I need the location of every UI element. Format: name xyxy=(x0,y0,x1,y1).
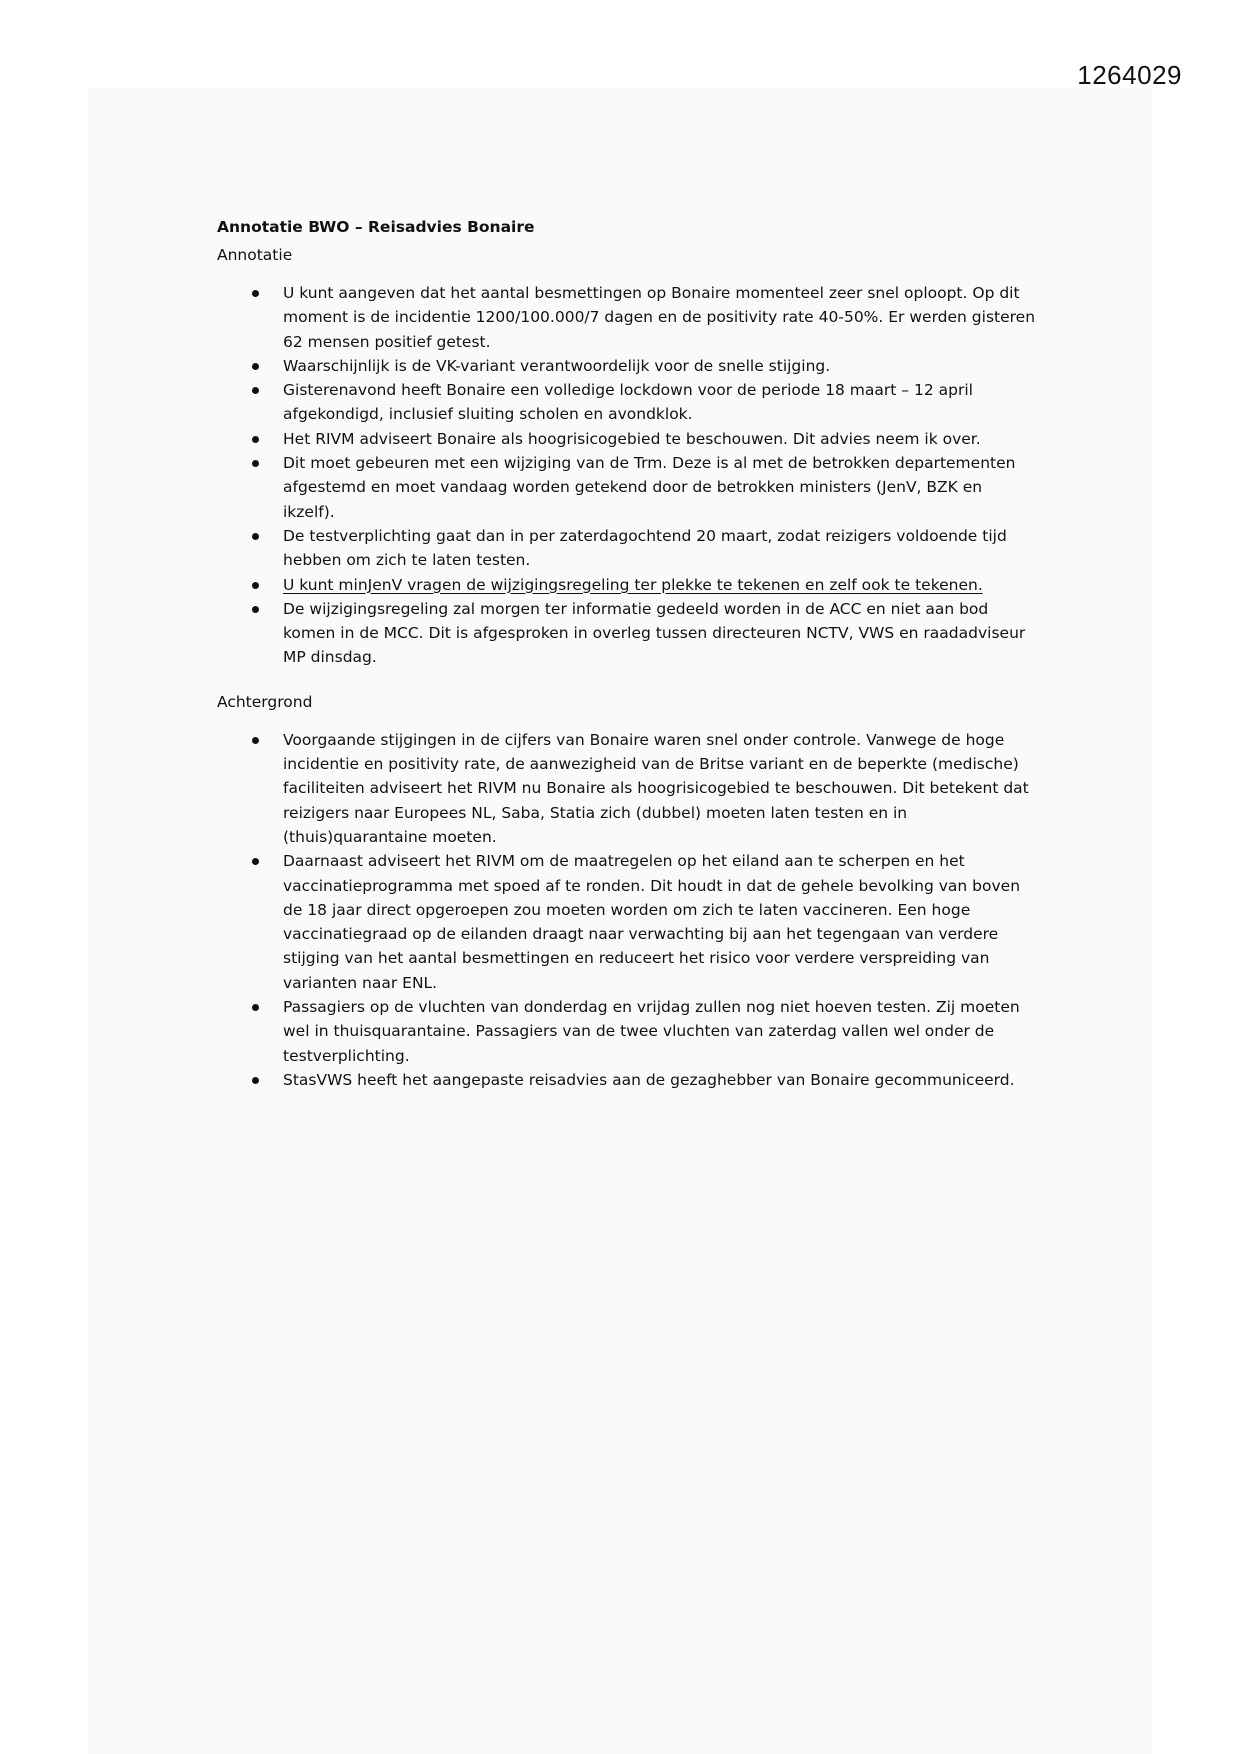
bullet-icon xyxy=(252,582,259,589)
list-item xyxy=(217,378,1037,427)
document-body xyxy=(217,214,1037,1092)
document-id: 1264029 xyxy=(1077,60,1182,90)
achtergrond-list xyxy=(217,728,1037,1092)
list-item-text: U kunt aangeven dat het aantal besmettingen op Bonaire momenteel zeer snel oploopt. Op dit moment is de incidentie 1200/100.000/7 dagen en de positivity rate 40-50%. Er werden gisteren 62 mensen positief getest. xyxy=(283,284,1036,351)
bullet-icon xyxy=(252,460,259,467)
list-item-text: Daarnaast adviseert het RIVM om de maatregelen op het eiland aan te scherpen en het vaccinatieprogramma met spoed af te ronden. Dit houdt in dat de gehele bevolking van boven de 18 jaar direct opgeroepen zou moeten worden om zich te laten vaccineren. Een hoge vaccinatiegraad op de eilanden draagt naar verwachting bij aan het tegengaan van verdere stijging van het aantal besmettingen en reduceert het risico voor verdere verspreiding van varianten naar ENL. xyxy=(283,852,1021,992)
list-item xyxy=(217,995,1037,1068)
list-item-text: De wijzigingsregeling zal morgen ter informatie gedeeld worden in de ACC en niet aan bod komen in de MCC. Dit is afgesproken in overleg tussen directeuren NCTV, VWS en raadadviseur MP dinsdag. xyxy=(283,599,1026,667)
list-item xyxy=(217,524,1037,573)
list-item xyxy=(217,281,1037,354)
bullet-icon xyxy=(252,436,259,443)
bullet-icon xyxy=(252,533,259,540)
list-item-text: Dit moet gebeuren met een wijziging van de Trm. Deze is al met de betrokken departementen afgestemd en moet vandaag worden getekend door de betrokken ministers (JenV, BZK en ikzelf). xyxy=(283,454,1016,521)
section-heading-achtergrond: Achtergrond xyxy=(217,692,313,711)
list-item xyxy=(217,573,1037,597)
list-item xyxy=(217,427,1037,451)
bullet-icon xyxy=(252,606,259,613)
list-item-text: StasVWS heeft het aangepaste reisadvies aan de gezaghebber van Bonaire gecommuniceerd. xyxy=(283,1070,1015,1089)
bullet-icon xyxy=(252,858,259,865)
document-title: Annotatie BWO – Reisadvies Bonaire xyxy=(217,218,535,236)
annotatie-list xyxy=(217,281,1037,670)
bullet-icon xyxy=(252,1004,259,1011)
bullet-icon xyxy=(252,737,259,744)
bullet-icon xyxy=(252,1077,259,1084)
list-item xyxy=(217,849,1037,995)
list-item xyxy=(217,728,1037,849)
list-item xyxy=(217,1068,1037,1092)
list-item-text: Waarschijnlijk is de VK-variant verantwoordelijk voor de snelle stijging. xyxy=(283,356,831,375)
bullet-icon xyxy=(252,363,259,370)
bullet-icon xyxy=(252,387,259,394)
section-heading-annotatie: Annotatie xyxy=(217,246,293,264)
list-item xyxy=(217,354,1037,378)
list-item-text: Voorgaande stijgingen in de cijfers van Bonaire waren snel onder controle. Vanwege de hoge incidentie en positivity rate, de aanwezigheid van de Britse variant en de beperkte (medische) faciliteiten adviseert het RIVM nu Bonaire als hoogrisicogebied te beschouwen. Dit betekent dat reizigers naar Europees NL, Saba, Statia zich (dubbel) moeten laten testen en in (thuis)quarantaine moeten. xyxy=(283,730,1029,846)
list-item-text-underlined: U kunt minJenV vragen de wijzigingsregeling ter plekke te tekenen en zelf ook te tekenen. xyxy=(283,575,983,594)
list-item-text: De testverplichting gaat dan in per zaterdagochtend 20 maart, zodat reizigers voldoende tijd hebben om zich te laten testen. xyxy=(283,526,1007,570)
list-item-text: Passagiers op de vluchten van donderdag en vrijdag zullen nog niet hoeven testen. Zij moeten wel in thuisquarantaine. Passagiers van de twee vluchten van zaterdag vallen wel onder de testverplichting. xyxy=(283,998,1020,1065)
bullet-icon xyxy=(252,290,259,297)
list-item xyxy=(217,597,1037,670)
list-item xyxy=(217,451,1037,524)
list-item-text: Gisterenavond heeft Bonaire een volledige lockdown voor de periode 18 maart – 12 april afgekondigd, inclusief sluiting scholen en avondklok. xyxy=(283,381,973,424)
list-item-text: Het RIVM adviseert Bonaire als hoogrisicogebied te beschouwen. Dit advies neem ik over. xyxy=(283,429,981,448)
